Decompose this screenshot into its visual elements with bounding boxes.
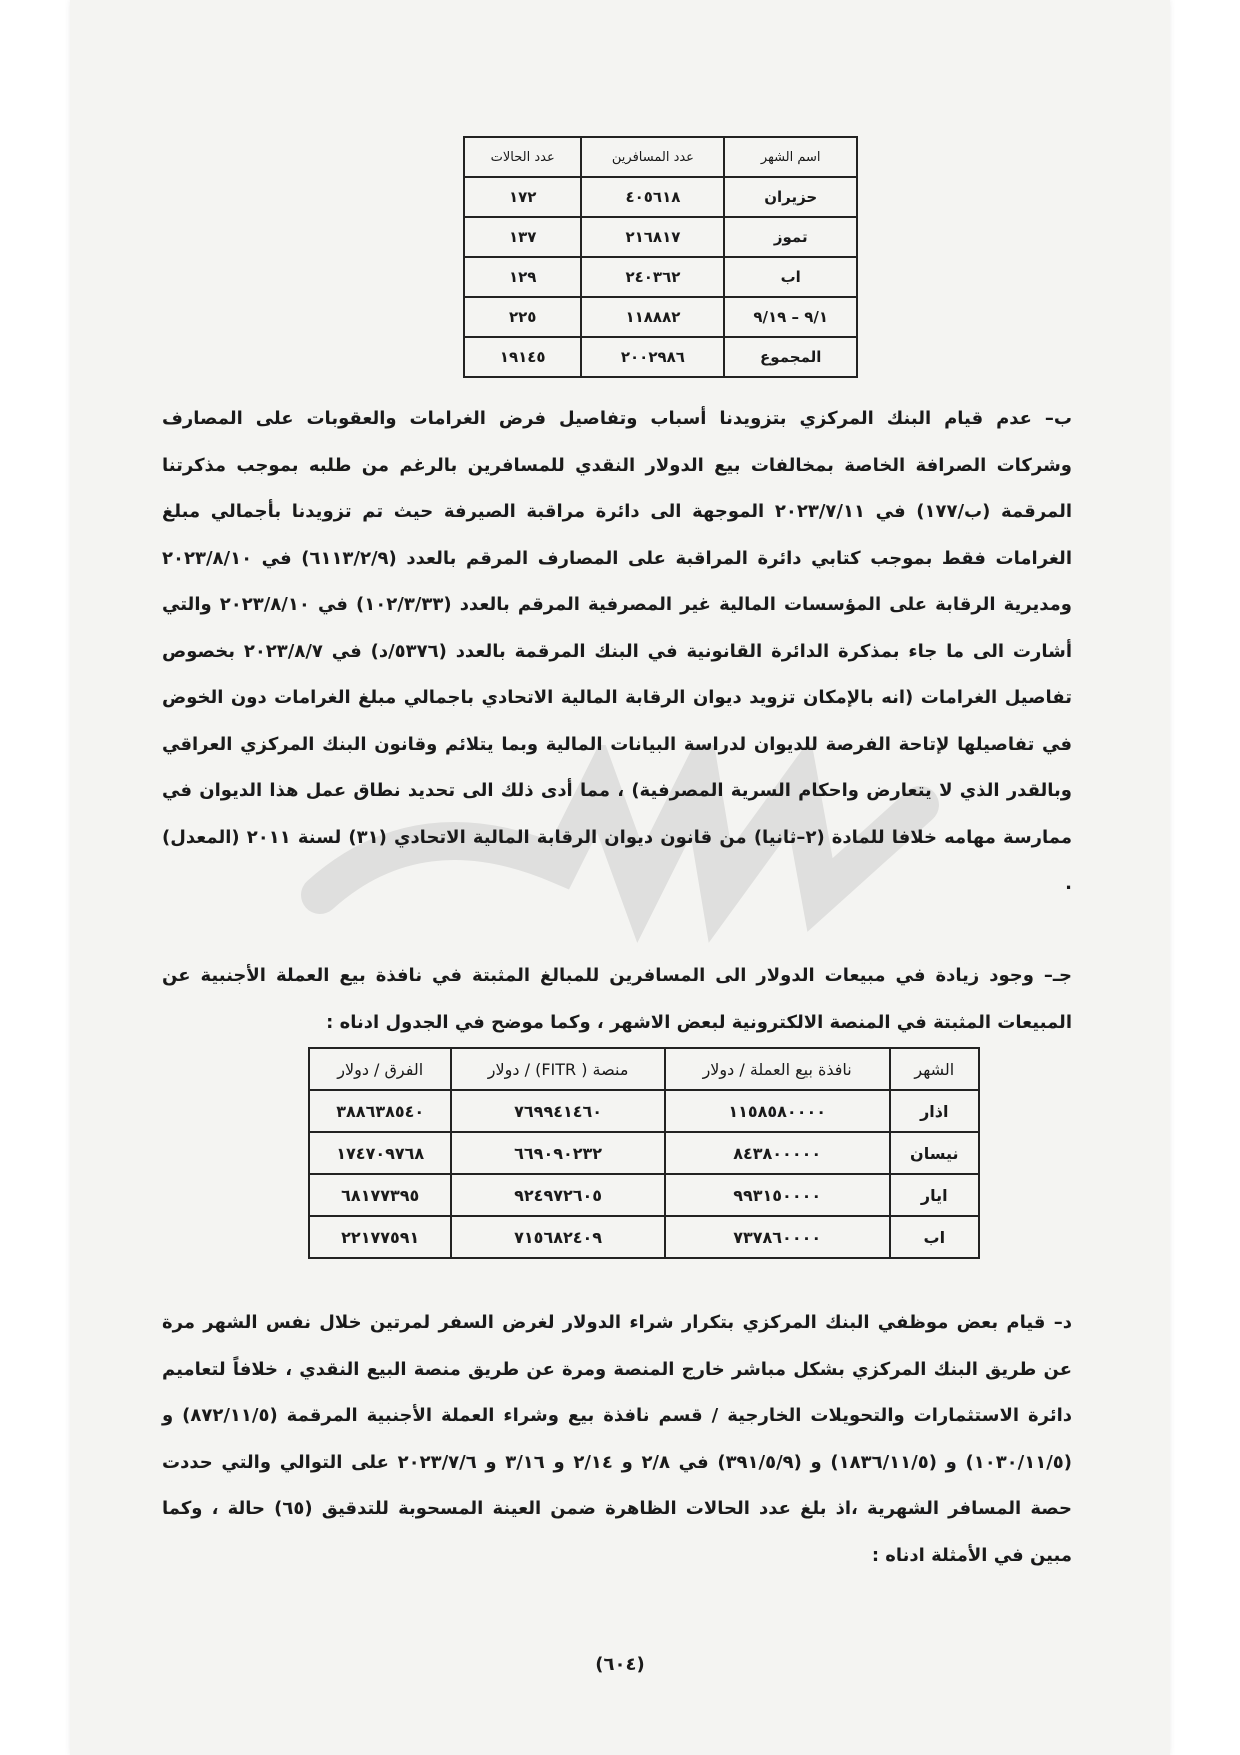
table-row: [464, 297, 857, 337]
cell-platform: ٦٦٩٠٩٠٢٣٢: [451, 1132, 664, 1174]
table-total-row: [464, 337, 857, 377]
cell-difference: ٦٨١٧٧٣٩٥: [309, 1174, 451, 1216]
travelers-cases-table: [463, 136, 858, 378]
cell-window: ٨٤٣٨٠٠٠٠٠: [665, 1132, 890, 1174]
table-row: [309, 1132, 979, 1174]
cell-month: اذار: [890, 1090, 979, 1132]
total-travelers: ٢٠٠٢٩٨٦: [581, 337, 724, 377]
cell-travelers: ٢٤٠٣٦٢: [581, 257, 724, 297]
table-row: [309, 1216, 979, 1258]
cell-travelers: ٢١٦٨١٧: [581, 217, 724, 257]
cell-month: نيسان: [890, 1132, 979, 1174]
total-label: المجموع: [724, 337, 857, 377]
header-window: نافذة بيع العملة / دولار: [665, 1048, 890, 1090]
page-number: (٦٠٤): [595, 1654, 645, 1675]
table-row: [309, 1174, 979, 1216]
table-row: [464, 257, 857, 297]
cell-window: ٩٩٣١٥٠٠٠٠: [665, 1174, 890, 1216]
header-month: اسم الشهر: [724, 137, 857, 177]
cell-cases: ١٧٢: [464, 177, 581, 217]
header-difference: الفرق / دولار: [309, 1048, 451, 1090]
cell-travelers: ١١٨٨٨٢: [581, 297, 724, 337]
cell-window: ١١٥٨٥٨٠٠٠٠: [665, 1090, 890, 1132]
table-row: [464, 177, 857, 217]
cell-month: حزيران: [724, 177, 857, 217]
cell-cases: ١٢٩: [464, 257, 581, 297]
cell-platform: ٧١٥٦٨٢٤٠٩: [451, 1216, 664, 1258]
table-header-row: [464, 137, 857, 177]
cell-platform: ٩٢٤٩٧٢٦٠٥: [451, 1174, 664, 1216]
table-header-row: [309, 1048, 979, 1090]
paragraph-b: ب– عدم قيام البنك المركزي بتزويدنا أسباب وتفاصيل فرض الغرامات والعقوبات على المصارف وشركات الصرافة الخاصة بمخالفات بيع الدولار النقدي للمسافرين بالرغم من طلبه بموجب مذكرتنا المرقمة (ب/١٧٧) في ٢٠٢٣/٧/١١ الموجهة الى دائرة مراقبة الصيرفة حيث تم تزويدنا بأجمالي مبلغ الغرامات فقط بموجب كتابي دائرة المراقبة على المصارف المرقم بالعدد (٦١١٣/٢/٩) في ٢٠٢٣/٨/١٠ ومديرية الرقابة على المؤسسات المالية غير المصرفية المرقم بالعدد (١٠٢/٣/٣٣) في ٢٠٢٣/٨/١٠ والتي أشارت الى ما جاء بمذكرة الدائرة القانونية في البنك المرقمة بالعدد (٥٣٧٦/د) في ٢٠٢٣/٨/٧ بخصوص تفاصيل الغرامات (انه بالإمكان تزويد ديوان الرقابة المالية الاتحادي باجمالي مبلغ الغرامات دون الخوض في تفاصيلها لإتاحة الفرصة للديوان لدراسة البيانات المالية وبما يتلائم وقانون البنك المركزي العراقي وبالقدر الذي لا يتعارض واحكام السرية المصرفية) ، مما أدى ذلك الى تحديد نطاق عمل هذا الديوان في ممارسة مهامه خلافا للمادة (٢–ثانيا) من قانون ديوان الرقابة المالية الاتحادي (٣١) لسنة ٢٠١١ (المعدل) .: [162, 408, 1073, 894]
cell-window: ٧٣٧٨٦٠٠٠٠: [665, 1216, 890, 1258]
cell-cases: ١٣٧: [464, 217, 581, 257]
cell-month: ايار: [890, 1174, 979, 1216]
cell-travelers: ٤٠٥٦١٨: [581, 177, 724, 217]
cell-difference: ٢٢١٧٧٥٩١: [309, 1216, 451, 1258]
cell-month: اب: [890, 1216, 979, 1258]
header-platform: منصة ( FITR) / دولار: [451, 1048, 664, 1090]
cell-difference: ١٧٤٧٠٩٧٦٨: [309, 1132, 451, 1174]
header-travelers: عدد المسافرين: [581, 137, 724, 177]
table-row: [464, 217, 857, 257]
cell-month: ٩/١ – ٩/١٩: [724, 297, 857, 337]
cell-cases: ٢٢٥: [464, 297, 581, 337]
header-cases: عدد الحالات: [464, 137, 581, 177]
dollar-sales-comparison-table: [308, 1047, 980, 1259]
paragraph-d: د– قيام بعض موظفي البنك المركزي بتكرار شراء الدولار لغرض السفر لمرتين خلال نفس الشهر مرة عن طريق البنك المركزي بشكل مباشر خارج المنصة ومرة عن طريق منصة البيع النقدي ، خلافاً لتعاميم دائرة الاستثمارات والتحويلات الخارجية / قسم نافذة بيع وشراء العملة الأجنبية المرقمة (٨٧٢/١١/٥) و (١٠٣٠/١١/٥) و (١٨٣٦/١١/٥) و (٣٩١/٥/٩) في ٢/٨ و ٢/١٤ و ٣/١٦ و ٢٠٢٣/٧/٦ على التوالي والتي حددت حصة المسافر الشهرية ،اذ بلغ عدد الحالات الظاهرة ضمن العينة المسحوبة للتدقيق (٦٥) حالة ، وكما مبين في الأمثلة ادناه :: [162, 1312, 1073, 1566]
cell-difference: ٣٨٨٦٣٨٥٤٠: [309, 1090, 451, 1132]
cell-month: اب: [724, 257, 857, 297]
paragraph-j: جـ– وجود زيادة في مبيعات الدولار الى المسافرين للمبالغ المثبتة في نافذة بيع العملة الأجنبية عن المبيعات المثبتة في المنصة الالكترونية لبعض الاشهر ، وكما موضح في الجدول ادناه :: [162, 965, 1072, 1033]
header-month: الشهر: [890, 1048, 979, 1090]
table-row: [309, 1090, 979, 1132]
total-cases: ١٩١٤٥: [464, 337, 581, 377]
cell-month: تموز: [724, 217, 857, 257]
cell-platform: ٧٦٩٩٤١٤٦٠: [451, 1090, 664, 1132]
